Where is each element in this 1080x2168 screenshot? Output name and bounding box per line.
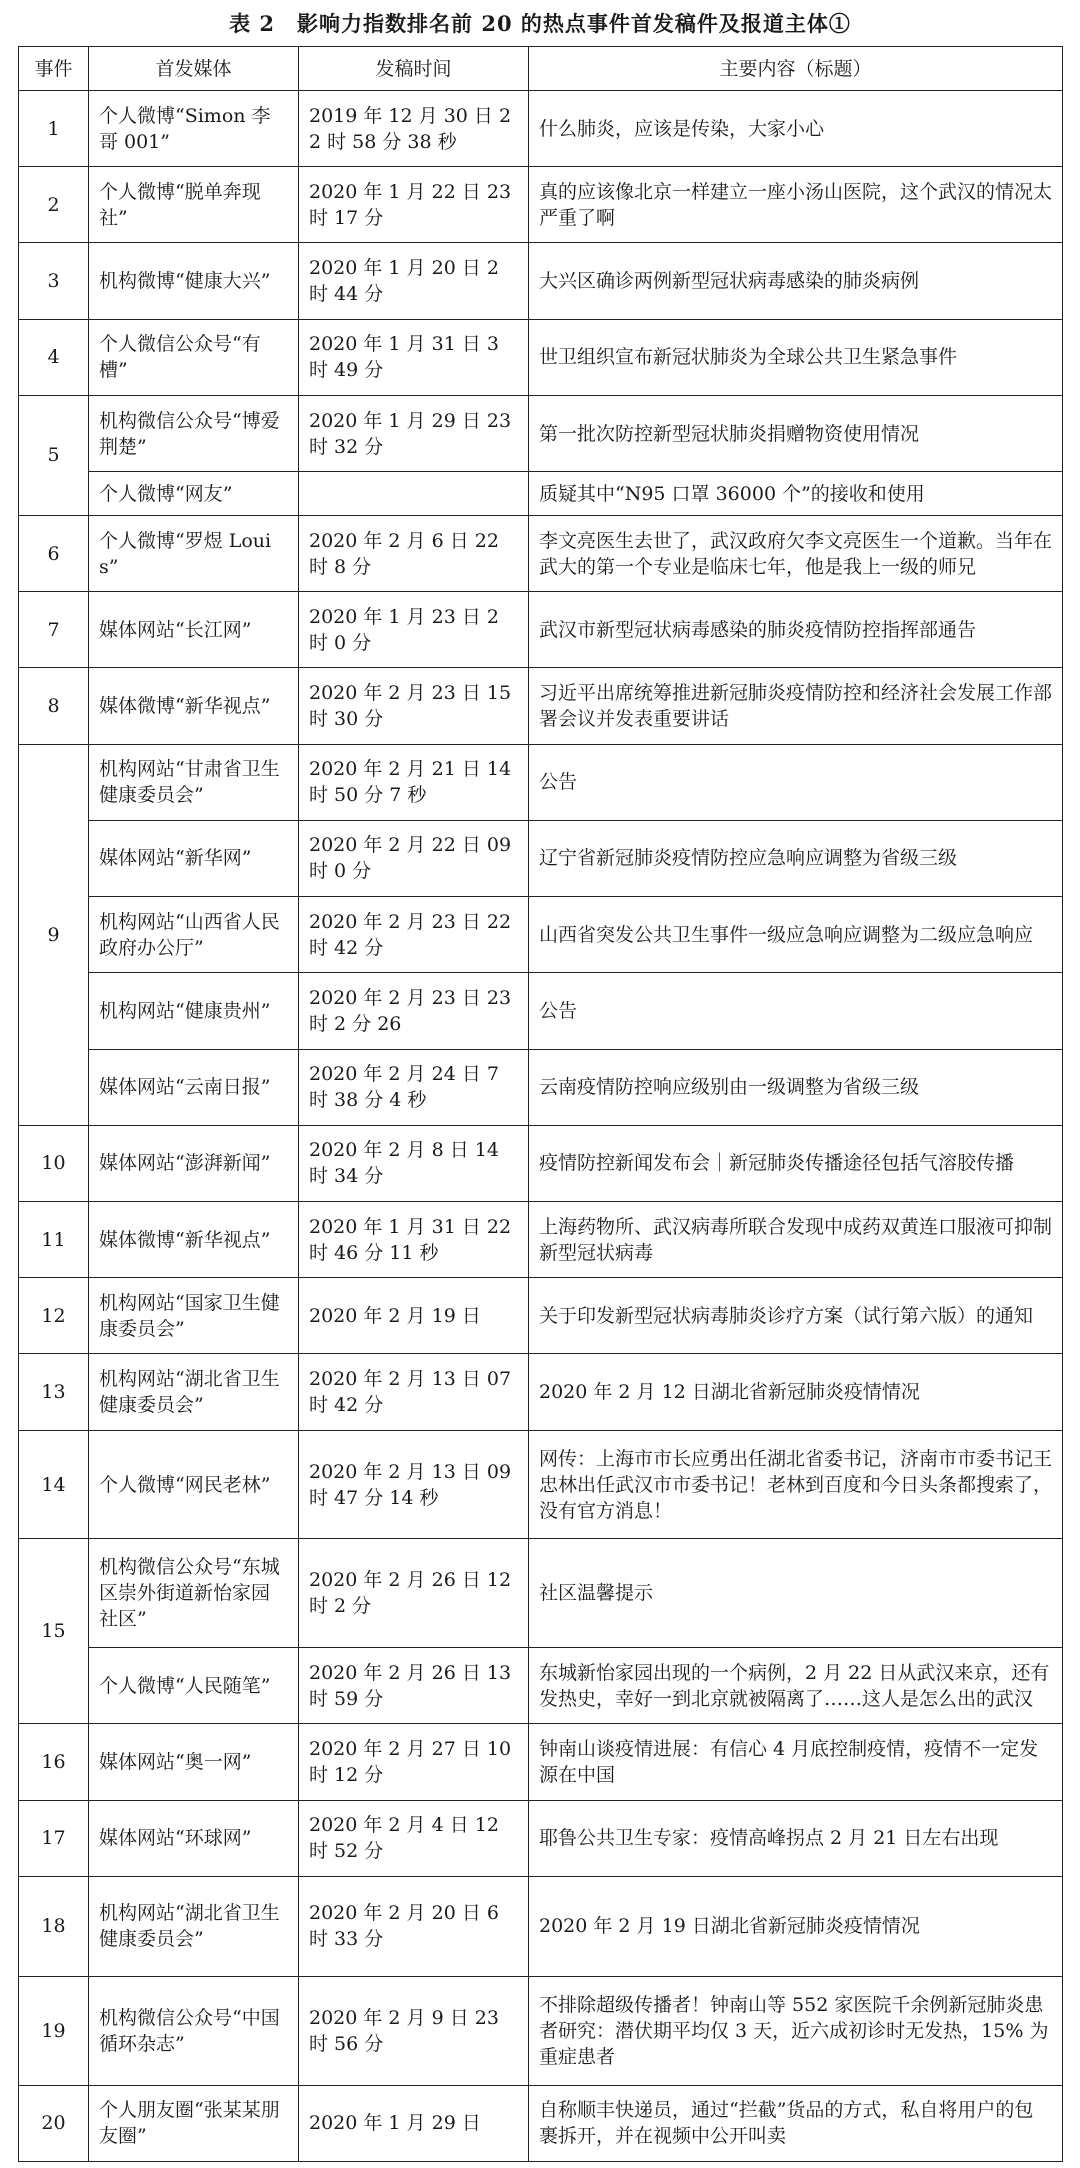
table-row: [19, 1539, 1063, 1648]
time-cell: 2020 年 2 月 27 日 10 时 12 分: [299, 1724, 529, 1800]
table-row: [19, 820, 1063, 896]
event-number: 1: [19, 91, 89, 167]
time-cell: 2020 年 2 月 21 日 14 时 50 分 7 秒: [299, 744, 529, 820]
content-cell: 世卫组织宣布新冠状肺炎为全球公共卫生紧急事件: [529, 319, 1063, 395]
time-cell: 2020 年 1 月 22 日 23 时 17 分: [299, 167, 529, 243]
time-cell: 2020 年 2 月 19 日: [299, 1278, 529, 1354]
event-number: 15: [19, 1539, 89, 1724]
time-cell: 2020 年 2 月 9 日 23 时 56 分: [299, 1976, 529, 2085]
event-number: 7: [19, 592, 89, 668]
event-number: 3: [19, 243, 89, 319]
media-cell: 个人微博“网友”: [89, 472, 299, 516]
event-number: 16: [19, 1724, 89, 1800]
media-cell: 机构微信公众号“东城区崇外街道新怡家园社区”: [89, 1539, 299, 1648]
table-row: [19, 1354, 1063, 1430]
hot-events-table: [18, 46, 1063, 2162]
media-cell: 媒体网站“奥一网”: [89, 1724, 299, 1800]
table-row: [19, 91, 1063, 167]
media-cell: 个人微博“Simon 李哥 001”: [89, 91, 299, 167]
content-cell: 公告: [529, 973, 1063, 1049]
table-row: [19, 897, 1063, 973]
table-caption: 表 2 影响力指数排名前 20 的热点事件首发稿件及报道主体①: [229, 11, 851, 36]
table-row: [19, 319, 1063, 395]
time-cell: 2020 年 2 月 13 日 09 时 47 分 14 秒: [299, 1430, 529, 1539]
time-cell: [299, 472, 529, 516]
event-number: 6: [19, 515, 89, 591]
media-cell: 媒体网站“云南日报”: [89, 1049, 299, 1125]
event-number: 18: [19, 1876, 89, 1976]
header-row: [19, 47, 1063, 91]
content-cell: 社区温馨提示: [529, 1539, 1063, 1648]
media-cell: 个人微博“罗煜 Louis”: [89, 515, 299, 591]
time-cell: 2020 年 2 月 23 日 22 时 42 分: [299, 897, 529, 973]
event-number: 12: [19, 1278, 89, 1354]
time-cell: 2020 年 2 月 13 日 07 时 42 分: [299, 1354, 529, 1430]
media-cell: 媒体微博“新华视点”: [89, 668, 299, 744]
content-cell: 2020 年 2 月 19 日湖北省新冠肺炎疫情情况: [529, 1876, 1063, 1976]
table-row: [19, 1125, 1063, 1201]
event-number: 10: [19, 1125, 89, 1201]
table-row: [19, 1278, 1063, 1354]
media-cell: 媒体微博“新华视点”: [89, 1202, 299, 1278]
content-cell: 疫情防控新闻发布会｜新冠肺炎传播途径包括气溶胶传播: [529, 1125, 1063, 1201]
content-cell: 网传：上海市市长应勇出任湖北省委书记，济南市市委书记王忠林出任武汉市市委书记！老林到百度和今日头条都搜索了，没有官方消息！: [529, 1430, 1063, 1539]
time-cell: 2020 年 1 月 20 日 2 时 44 分: [299, 243, 529, 319]
event-number: 17: [19, 1800, 89, 1876]
content-cell: 自称顺丰快递员，通过“拦截”货品的方式，私自将用户的包裹拆开，并在视频中公开叫卖: [529, 2085, 1063, 2161]
table-row: [19, 1976, 1063, 2085]
event-number: 4: [19, 319, 89, 395]
time-cell: 2020 年 2 月 22 日 09 时 0 分: [299, 820, 529, 896]
table-row: [19, 1876, 1063, 1976]
header-time: 发稿时间: [299, 47, 529, 91]
table-row: [19, 167, 1063, 243]
time-cell: 2020 年 1 月 29 日: [299, 2085, 529, 2161]
table-row: [19, 472, 1063, 516]
media-cell: 机构网站“甘肃省卫生健康委员会”: [89, 744, 299, 820]
content-cell: 真的应该像北京一样建立一座小汤山医院，这个武汉的情况太严重了啊: [529, 167, 1063, 243]
content-cell: 钟南山谈疫情进展：有信心 4 月底控制疫情，疫情不一定发源在中国: [529, 1724, 1063, 1800]
content-cell: 上海药物所、武汉病毒所联合发现中成药双黄连口服液可抑制新型冠状病毒: [529, 1202, 1063, 1278]
time-cell: 2020 年 2 月 4 日 12 时 52 分: [299, 1800, 529, 1876]
media-cell: 机构网站“山西省人民政府办公厅”: [89, 897, 299, 973]
media-cell: 机构网站“健康贵州”: [89, 973, 299, 1049]
table-row: [19, 395, 1063, 471]
content-cell: 质疑其中“N95 口罩 36000 个”的接收和使用: [529, 472, 1063, 516]
time-cell: 2020 年 2 月 26 日 13 时 59 分: [299, 1648, 529, 1724]
time-cell: 2020 年 1 月 23 日 2 时 0 分: [299, 592, 529, 668]
header-event: 事件: [19, 47, 89, 91]
table-row: [19, 1724, 1063, 1800]
time-cell: 2020 年 2 月 24 日 7 时 38 分 4 秒: [299, 1049, 529, 1125]
header-media: 首发媒体: [89, 47, 299, 91]
media-cell: 个人微博“人民随笔”: [89, 1648, 299, 1724]
time-cell: 2020 年 2 月 8 日 14 时 34 分: [299, 1125, 529, 1201]
content-cell: 山西省突发公共卫生事件一级应急响应调整为二级应急响应: [529, 897, 1063, 973]
table-row: [19, 1202, 1063, 1278]
table-row: [19, 668, 1063, 744]
content-cell: 耶鲁公共卫生专家：疫情高峰拐点 2 月 21 日左右出现: [529, 1800, 1063, 1876]
media-cell: 机构网站“湖北省卫生健康委员会”: [89, 1876, 299, 1976]
time-cell: 2020 年 2 月 26 日 12 时 2 分: [299, 1539, 529, 1648]
media-cell: 机构微信公众号“博爱荆楚”: [89, 395, 299, 471]
content-cell: 武汉市新型冠状病毒感染的肺炎疫情防控指挥部通告: [529, 592, 1063, 668]
event-number: 8: [19, 668, 89, 744]
table-row: [19, 1049, 1063, 1125]
time-cell: 2020 年 2 月 23 日 23 时 2 分 26: [299, 973, 529, 1049]
media-cell: 个人微博“脱单奔现社”: [89, 167, 299, 243]
table-row: [19, 744, 1063, 820]
media-cell: 个人微信公众号“有槽”: [89, 319, 299, 395]
time-cell: 2020 年 1 月 31 日 22 时 46 分 11 秒: [299, 1202, 529, 1278]
media-cell: 机构网站“国家卫生健康委员会”: [89, 1278, 299, 1354]
table-row: [19, 1430, 1063, 1539]
content-cell: 东城新怡家园出现的一个病例，2 月 22 日从武汉来京，还有发热史，幸好一到北京就被隔离了……这人是怎么出的武汉: [529, 1648, 1063, 1724]
time-cell: 2020 年 1 月 29 日 23 时 32 分: [299, 395, 529, 471]
event-number: 13: [19, 1354, 89, 1430]
event-number: 5: [19, 395, 89, 515]
content-cell: 大兴区确诊两例新型冠状病毒感染的肺炎病例: [529, 243, 1063, 319]
table-row: [19, 515, 1063, 591]
content-cell: 第一批次防控新型冠状肺炎捐赠物资使用情况: [529, 395, 1063, 471]
content-cell: 李文亮医生去世了，武汉政府欠李文亮医生一个道歉。当年在武大的第一个专业是临床七年，他是我上一级的师兄: [529, 515, 1063, 591]
event-number: 9: [19, 744, 89, 1125]
media-cell: 机构网站“湖北省卫生健康委员会”: [89, 1354, 299, 1430]
time-cell: 2020 年 2 月 23 日 15 时 30 分: [299, 668, 529, 744]
media-cell: 媒体网站“澎湃新闻”: [89, 1125, 299, 1201]
table-row: [19, 973, 1063, 1049]
media-cell: 媒体网站“长江网”: [89, 592, 299, 668]
content-cell: 辽宁省新冠肺炎疫情防控应急响应调整为省级三级: [529, 820, 1063, 896]
time-cell: 2020 年 2 月 6 日 22 时 8 分: [299, 515, 529, 591]
table-row: [19, 1800, 1063, 1876]
content-cell: 不排除超级传播者！钟南山等 552 家医院千余例新冠肺炎患者研究：潜伏期平均仅 3 天，近六成初诊时无发热，15% 为重症患者: [529, 1976, 1063, 2085]
media-cell: 媒体网站“环球网”: [89, 1800, 299, 1876]
content-cell: 习近平出席统筹推进新冠肺炎疫情防控和经济社会发展工作部署会议并发表重要讲话: [529, 668, 1063, 744]
table-row: [19, 243, 1063, 319]
content-cell: 云南疫情防控响应级别由一级调整为省级三级: [529, 1049, 1063, 1125]
time-cell: 2020 年 2 月 20 日 6 时 33 分: [299, 1876, 529, 1976]
content-cell: 2020 年 2 月 12 日湖北省新冠肺炎疫情情况: [529, 1354, 1063, 1430]
event-number: 14: [19, 1430, 89, 1539]
content-cell: 公告: [529, 744, 1063, 820]
table-row: [19, 1648, 1063, 1724]
content-cell: 什么肺炎，应该是传染，大家小心: [529, 91, 1063, 167]
table-row: [19, 2085, 1063, 2161]
media-cell: 个人微博“网民老林”: [89, 1430, 299, 1539]
content-cell: 关于印发新型冠状病毒肺炎诊疗方案（试行第六版）的通知: [529, 1278, 1063, 1354]
header-content: 主要内容（标题）: [529, 47, 1063, 91]
media-cell: 机构微信公众号“中国循环杂志”: [89, 1976, 299, 2085]
event-number: 19: [19, 1976, 89, 2085]
media-cell: 个人朋友圈“张某某朋友圈”: [89, 2085, 299, 2161]
event-number: 2: [19, 167, 89, 243]
time-cell: 2019 年 12 月 30 日 22 时 58 分 38 秒: [299, 91, 529, 167]
media-cell: 机构微博“健康大兴”: [89, 243, 299, 319]
event-number: 20: [19, 2085, 89, 2161]
table-body: [19, 91, 1063, 2162]
table-row: [19, 592, 1063, 668]
media-cell: 媒体网站“新华网”: [89, 820, 299, 896]
time-cell: 2020 年 1 月 31 日 3 时 49 分: [299, 319, 529, 395]
event-number: 11: [19, 1202, 89, 1278]
